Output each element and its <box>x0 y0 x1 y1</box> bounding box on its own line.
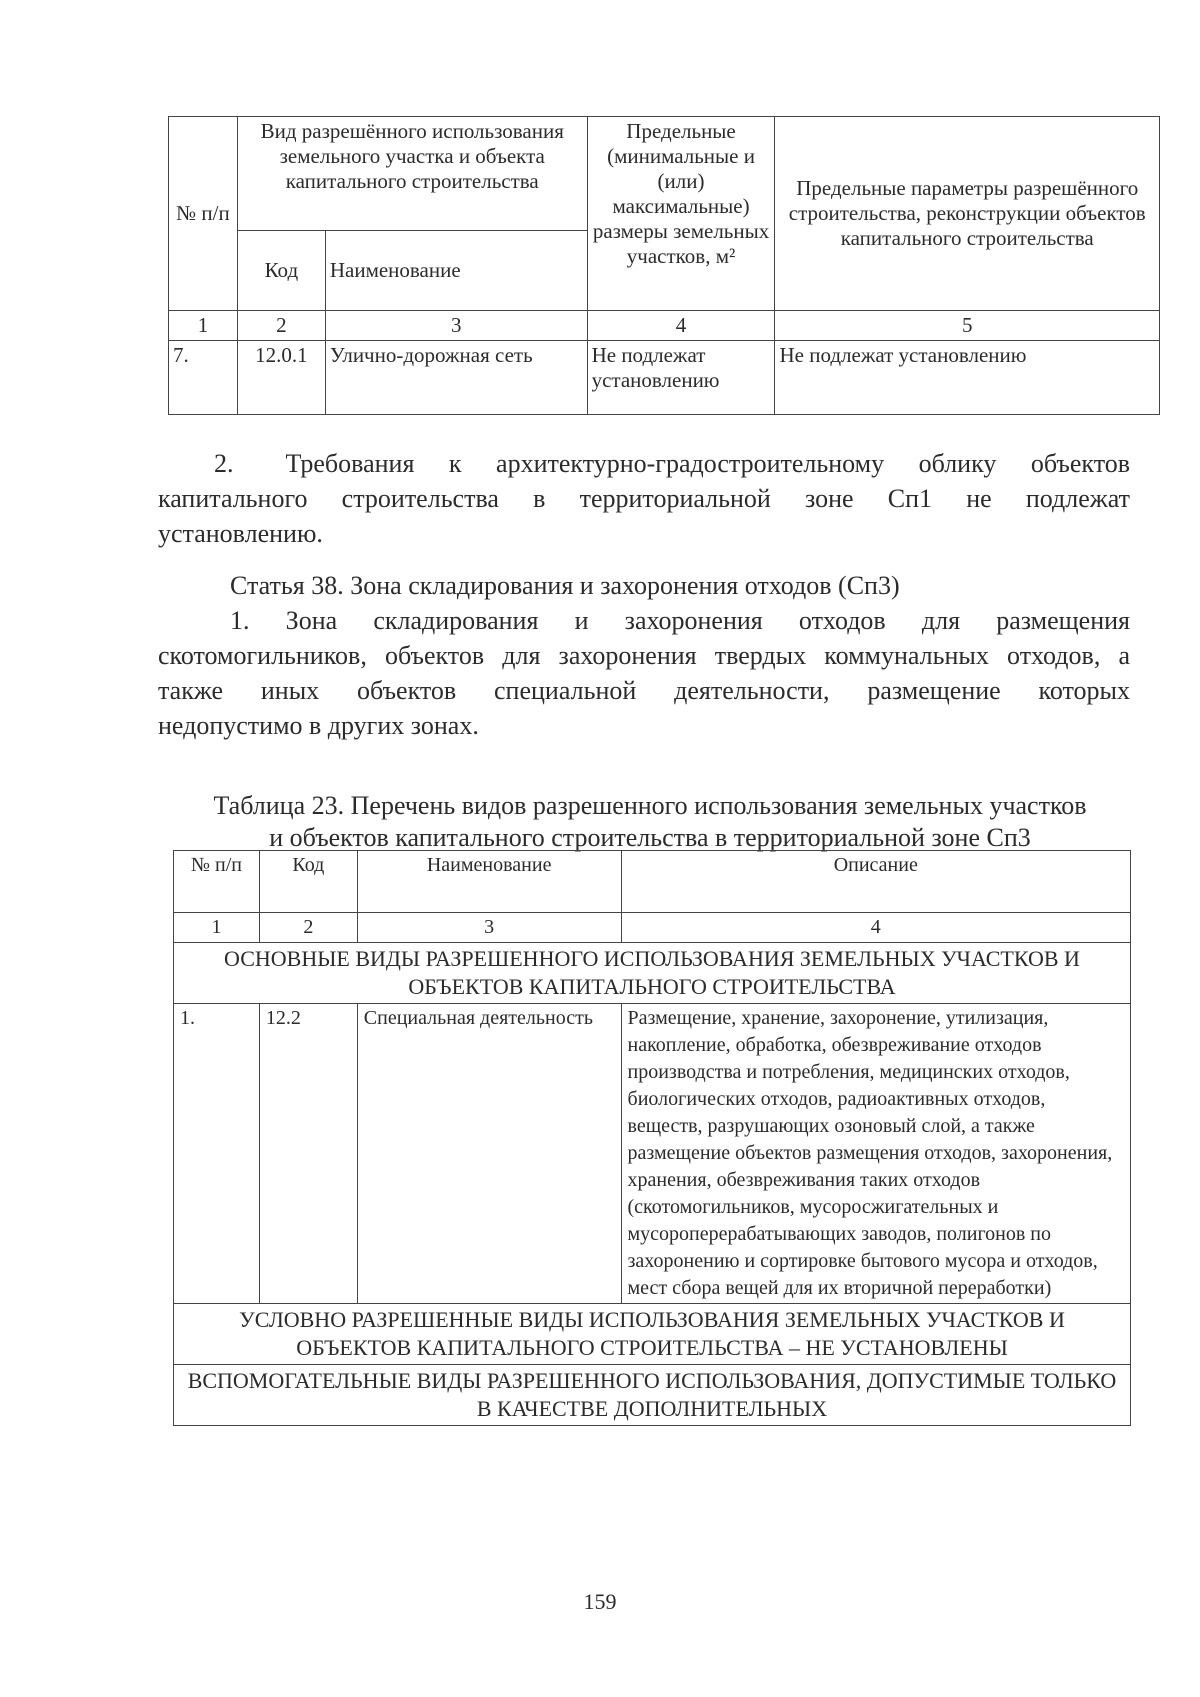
caption-line: и объектов капитального строительства в территориальной зоне Сп3 <box>269 823 1031 852</box>
col-number: 2 <box>237 311 325 341</box>
page-number: 159 <box>583 1589 617 1614</box>
col-number: 5 <box>775 311 1160 341</box>
col-number: 3 <box>357 913 621 943</box>
article-line: скотомогильников, объектов для захоронения твердых коммунальных отходов, а <box>158 641 1130 670</box>
header-opisanie: Описание <box>621 851 1130 913</box>
article-line: недопустимо в других зонах. <box>158 711 479 740</box>
section-main: ОСНОВНЫЕ ВИДЫ РАЗРЕШЕННОГО ИСПОЛЬЗОВАНИЯ ЗЕМЕЛЬНЫХ УЧАСТКОВ И ОБЪЕКТОВ КАПИТАЛЬНОГО СТРОИТЕЛЬСТВА <box>174 943 1131 1004</box>
header-vid-group: Вид разрешённого использования земельного участка и объекта капитального строительства <box>237 117 587 231</box>
header-naimenovanie: Наименование <box>325 231 587 311</box>
row-opisanie: Размещение, хранение, захоронение, утилизация, накопление, обработка, обезвреживание отходов производства и потребления, медицинских отходов, биологических отходов, радиоактивных отходов, веществ, разрушающих озоновый слой, а также размещение объектов размещения отходов, захоронения, хранения, обезвреживания таких отходов (скотомогильников, мусоросжигательных и мусороперерабатывающих заводов, полигонов по захоронению и сортировке бытового мусора и отходов, мест сбора вещей для их вторичной переработки) <box>621 1004 1130 1304</box>
header-naimenovanie: Наименование <box>357 851 621 913</box>
section-conditional: УСЛОВНО РАЗРЕШЕННЫЕ ВИДЫ ИСПОЛЬЗОВАНИЯ ЗЕМЕЛЬНЫХ УЧАСТКОВ И ОБЪЕКТОВ КАПИТАЛЬНОГО СТРОИТЕЛЬСТВА – НЕ УСТАНОВЛЕНЫ <box>174 1304 1131 1365</box>
header-parametry: Предельные параметры разрешённого строительства, реконструкции объектов капитального строительства <box>775 117 1160 311</box>
article-line: также иных объектов специальной деятельности, размещение которых <box>158 676 1130 705</box>
col-number: 3 <box>325 311 587 341</box>
header-num: № п/п <box>169 117 238 311</box>
article-38 <box>158 568 1130 743</box>
paragraph-line: 2. Требования к архитектурно-градостроительному облику объектов <box>214 449 1130 478</box>
article-title: Статья 38. Зона складирования и захоронения отходов (Сп3) <box>230 571 900 600</box>
table-row <box>174 1004 1131 1304</box>
paragraph-line: капитального строительства в территориальной зоне Сп1 не подлежат <box>158 484 1130 513</box>
row-kod: 12.2 <box>259 1004 357 1304</box>
column-number-row <box>174 913 1131 943</box>
table-caption <box>160 790 1140 854</box>
row-parametry: Не подлежат установлению <box>775 341 1160 415</box>
col-number: 4 <box>621 913 1130 943</box>
col-number: 2 <box>259 913 357 943</box>
table-row <box>169 341 1160 415</box>
col-number: 4 <box>587 311 775 341</box>
row-num: 1. <box>174 1004 260 1304</box>
requirements-paragraph <box>158 446 1130 551</box>
paragraph-line: установлению. <box>158 519 323 548</box>
zone-sp3-table <box>173 850 1131 1426</box>
header-kod: Код <box>259 851 357 913</box>
row-razmery: Не подлежат установлению <box>587 341 775 415</box>
row-kod: 12.0.1 <box>237 341 325 415</box>
section-auxiliary: ВСПОМОГАТЕЛЬНЫЕ ВИДЫ РАЗРЕШЕННОГО ИСПОЛЬЗОВАНИЯ, ДОПУСТИМЫЕ ТОЛЬКО В КАЧЕСТВЕ ДОПОЛНИТЕЛЬНЫХ <box>174 1365 1131 1426</box>
header-num: № п/п <box>174 851 260 913</box>
row-naimenovanie: Специальная деятельность <box>357 1004 621 1304</box>
zone-sp1-table <box>168 116 1160 415</box>
article-line: 1. Зона складирования и захоронения отходов для размещения <box>230 606 1130 635</box>
header-razmery: Предельные (минимальные и (или) максимальные) размеры земельных участков, м² <box>587 117 775 311</box>
header-kod: Код <box>237 231 325 311</box>
caption-line: Таблица 23. Перечень видов разрешенного использования земельных участков <box>213 791 1087 820</box>
col-number: 1 <box>169 311 238 341</box>
col-number: 1 <box>174 913 260 943</box>
row-naimenovanie: Улично-дорожная сеть <box>325 341 587 415</box>
column-number-row <box>169 311 1160 341</box>
row-num: 7. <box>169 341 238 415</box>
